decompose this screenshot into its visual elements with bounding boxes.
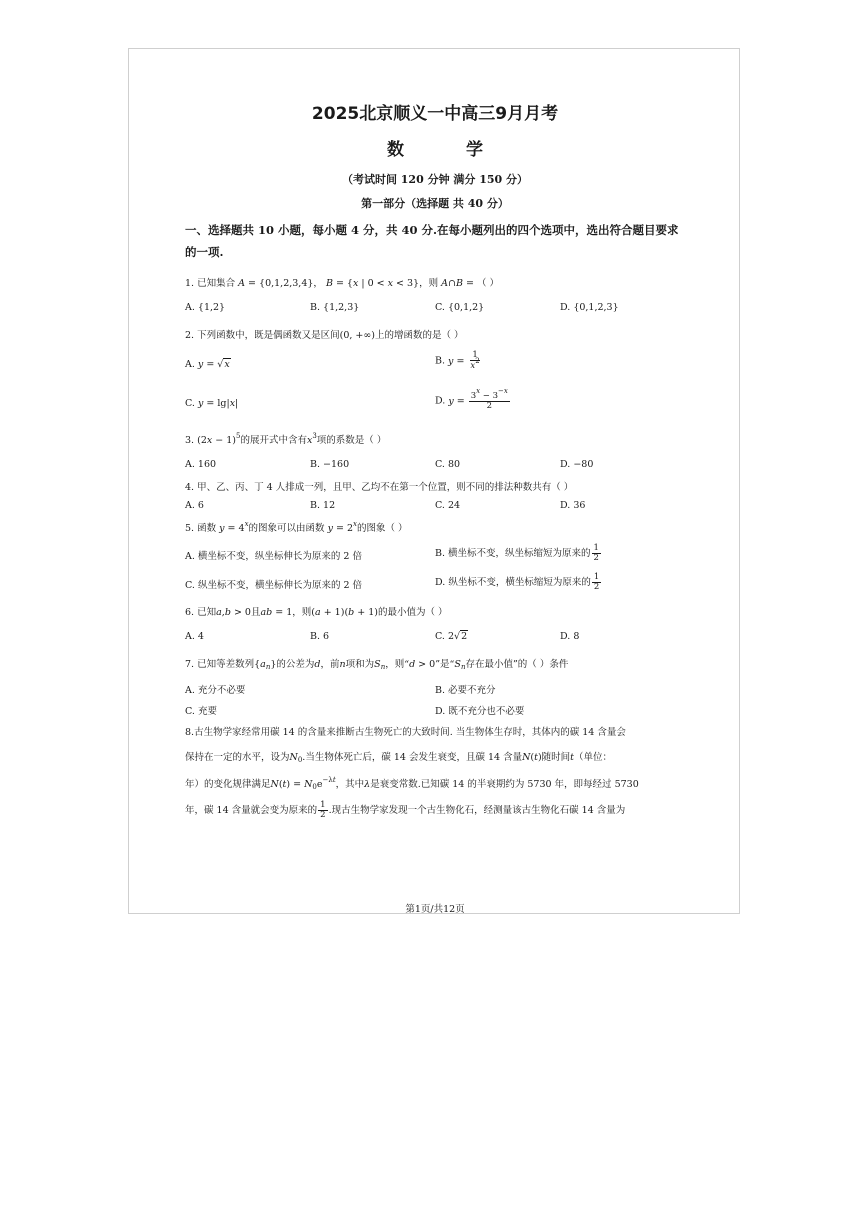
question-text: 的展开式中含有 [240, 435, 307, 446]
math-expression: a,b > 0 [216, 607, 251, 618]
question-number: 7. [185, 659, 195, 670]
question-text: （单位： [574, 752, 613, 763]
math-expression: y = √x [197, 359, 230, 370]
option-text: B. 横坐标不变，纵坐标缩短为原来的 [435, 548, 591, 559]
question-number: 5. [185, 523, 195, 534]
math-expression: $N(t) = N_0e^{-\lambda t}$ [270, 776, 336, 791]
option-a[interactable]: A. 160 [185, 459, 217, 470]
question-text: ，则 [292, 607, 312, 618]
question-number: 4. [185, 482, 195, 493]
option-text: C. 2 [435, 631, 455, 642]
math-expression: n [339, 659, 346, 670]
question-8-line-4 [185, 801, 625, 820]
math-expression: d > 0 [409, 659, 436, 670]
exam-subject: 数 学 [387, 140, 511, 160]
question-number: 8. [185, 727, 195, 738]
question-1: 1. 已知集合 A = {0,1,2,3,4}， B = {x | 0 < x < 3}，则 A∩B = （ ） [185, 278, 500, 289]
option-c[interactable]: C. 充要 [185, 706, 217, 717]
question-text: ”是“ [435, 659, 455, 670]
option-text: D. 纵坐标不变，横坐标缩短为原来的 [435, 577, 591, 588]
math-expression: $S_n$ [374, 659, 386, 671]
math-expression: A∩B = [441, 278, 474, 289]
option-a[interactable]: A. 4 [185, 631, 204, 642]
question-text: 保持在一定的水平，设为 [185, 752, 290, 763]
fraction-one-half: $\frac{1}{2}$ [593, 543, 599, 563]
question-number: 6. [185, 607, 195, 618]
option-c[interactable]: C. 80 [435, 459, 461, 470]
exam-title: 2025北京顺义一中高三9月月考 [311, 104, 559, 124]
page-footer: 第1页/共12页 [405, 904, 465, 915]
question-text: ，前 [320, 659, 340, 670]
question-text: 项的系数是（ ） [316, 435, 387, 446]
option-d[interactable]: D. {0,1,2,3} [560, 302, 619, 313]
exam-page [128, 48, 740, 914]
math-expression: $\{a_n\}$ [254, 659, 277, 671]
option-c[interactable]: C. {0,1,2} [435, 302, 485, 313]
question-number: 3. [185, 435, 195, 446]
math-expression: N(t) [522, 752, 542, 763]
option-a[interactable] [185, 359, 231, 370]
option-b[interactable]: B. 12 [310, 500, 336, 511]
math-expression: λ [364, 779, 371, 790]
option-c[interactable]: C. 纵坐标不变，横坐标伸长为原来的 2 倍 [185, 580, 363, 591]
option-b[interactable]: B. {1,2,3} [310, 302, 360, 313]
math-expression: t [570, 752, 574, 763]
question-6 [185, 604, 448, 618]
option-d[interactable]: D. −80 [560, 459, 594, 470]
question-text: 已知 [197, 607, 217, 618]
question-text: 且 [250, 607, 261, 618]
option-d[interactable] [435, 387, 511, 411]
question-text: ，则“ [385, 659, 410, 670]
option-a[interactable]: A. 横坐标不变，纵坐标伸长为原来的 2 倍 [185, 551, 362, 562]
question-text: 的图象（ ） [356, 523, 408, 534]
question-text: 随时间 [541, 752, 571, 763]
option-label: B. [435, 355, 446, 367]
question-number: 1. [185, 278, 195, 289]
math-expression: $y = 4^x$ [219, 520, 249, 534]
question-3 [185, 432, 386, 446]
question-text: 年）的变化规律满足 [185, 779, 271, 790]
fraction-one-half: $\frac{1}{2}$ [320, 800, 326, 820]
question-text: 下列函数中，既是偶函数又是区间 [197, 330, 340, 341]
question-text: 已知集合 [197, 278, 236, 289]
question-text: 已知等差数列 [197, 659, 255, 670]
math-expression: $(2x - 1)^5$ [197, 432, 241, 446]
question-2 [185, 327, 464, 341]
math-expression: B = {x | 0 < x < 3} [325, 278, 420, 289]
option-d[interactable]: D. 8 [560, 631, 580, 642]
question-text: 上的增函数的是（ ） [375, 330, 464, 341]
option-b[interactable]: B. −160 [310, 459, 350, 470]
section-intro: 一、选择题共 10 小题，每小题 4 分，共 40 分.在每小题列出的四个选项中，选出符合题目要求的一项. [185, 223, 679, 259]
math-expression: $y = 2^x$ [327, 520, 357, 534]
math-expression: y = $\frac{1}{x^2}$ [448, 350, 480, 371]
option-label: C. [185, 398, 195, 409]
math-expression: $S_n$ [454, 659, 466, 671]
math-expression: (0, +∞) [339, 330, 375, 341]
question-text: 古生物学家经常用碳 14 的含量来推断古生物死亡的大致时间. 当生物体生存时，其体内的碳 14 含量会 [194, 727, 626, 738]
question-text: 年，碳 14 含量就会变为原来的 [185, 805, 318, 816]
question-number: 2. [185, 330, 195, 341]
question-text: 是衰变常数.已知碳 14 的半衰期约为 5730 年，即每经过 5730 [370, 779, 639, 790]
question-4 [185, 479, 573, 493]
option-b[interactable]: B. 6 [310, 631, 330, 642]
question-text: 甲、乙、丙、丁 4 人排成一列，且甲、乙均不在第一个位置，则不同的排法种数共有（ ） [197, 482, 574, 493]
question-text: .现古生物学家发现一个古生物化石，经测量该古生物化石碳 14 含量为 [328, 805, 626, 816]
question-text: 项和为 [345, 659, 375, 670]
option-b[interactable] [435, 544, 602, 563]
question-text: ，其中 [335, 779, 365, 790]
question-text: 存在最小值”的（ ）条件 [465, 659, 569, 670]
option-d[interactable]: D. 既不充分也不必要 [435, 706, 525, 717]
option-a[interactable]: A. 充分不必要 [185, 685, 246, 696]
fraction-one-half: $\frac{1}{2}$ [593, 572, 600, 592]
question-text: 函数 [197, 523, 217, 534]
math-expression: $N_0$ [289, 752, 303, 764]
question-8-line-3 [185, 776, 639, 790]
question-8-line-2 [185, 749, 612, 763]
math-expression: $x^3$ [306, 432, 317, 446]
option-c[interactable]: C. 24 [435, 500, 461, 511]
question-5 [185, 520, 407, 534]
option-a[interactable]: A. 6 [185, 500, 204, 511]
question-7 [185, 656, 568, 670]
question-text: ，则 [419, 278, 439, 289]
math-expression: y = $\frac{3^x - 3^{-x}}{2}$ [448, 387, 508, 411]
math-expression: √2 [454, 631, 468, 642]
option-a[interactable]: A. {1,2} [185, 302, 226, 313]
math-expression: ab = 1 [260, 607, 293, 618]
question-text: 的最小值为（ ） [378, 607, 448, 618]
math-expression: A = {0,1,2,3,4} [238, 278, 314, 289]
question-text: .当生物体死亡后，碳 14 会发生衰变，且碳 14 含量 [302, 752, 523, 763]
option-b[interactable] [435, 351, 483, 371]
exam-info: （考试时间 120 分钟 满分 150 分） [341, 173, 529, 186]
option-d[interactable] [435, 573, 602, 592]
option-c[interactable] [435, 631, 468, 642]
math-expression: (a + 1)(b + 1) [311, 607, 378, 618]
question-8-line-1 [185, 724, 626, 738]
question-text: 的图象可以由函数 [248, 523, 325, 534]
question-text: （ ） [476, 278, 500, 289]
question-text: 的公差为 [276, 659, 315, 670]
option-c[interactable] [185, 398, 238, 409]
option-label: A. [185, 359, 195, 370]
math-expression: d [314, 659, 321, 670]
option-label: D. [435, 395, 446, 407]
option-d[interactable]: D. 36 [560, 500, 586, 511]
math-expression: y = lg|x| [197, 398, 239, 409]
option-b[interactable]: B. 必要不充分 [435, 685, 496, 696]
part-heading: 第一部分（选择题 共 40 分） [361, 197, 509, 210]
